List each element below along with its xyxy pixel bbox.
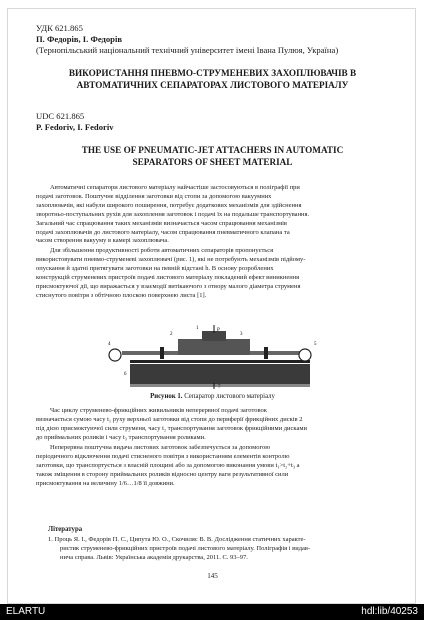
title-en-line-2: SEPARATORS OF SHEET MATERIAL	[132, 157, 293, 167]
figure-caption-text: Сепаратор листового матеріалу	[184, 393, 275, 400]
paragraph-line: Загальний час спрацювання таких механізмів визначається часом спрацювання механізмів	[36, 219, 287, 227]
figure-label: 3	[240, 332, 243, 337]
paragraph-line: Неперервна поштучна видача листових заготовок забезпечується за допомогою	[50, 444, 271, 451]
paragraph-2	[36, 247, 391, 300]
footer-repository: ELARTU	[6, 606, 46, 617]
figure-caption	[8, 392, 417, 401]
paragraph-line: присмоктуючої дії, що виражається у взаємодії витікаючого з отвору малого діаметра струменя	[36, 282, 301, 290]
paragraph-line: до приймальних роликів і часу t₃ транспортування роликами.	[36, 433, 206, 441]
paragraph-1	[36, 184, 391, 246]
paragraph-line: визначається сумою часу t₁ руху верхньої заготовки від стопи до периферії фрикційних дисків 2	[36, 415, 303, 423]
paragraph-line: конструкцій струменевих пристроїв подачі листового матеріалу покладений ефект виникнення	[36, 273, 300, 281]
attacher-body	[178, 339, 250, 355]
page-number: 145	[207, 572, 218, 580]
title-en-line-1: THE USE OF PNEUMATIC-JET ATTACHERS IN AUTOMATIC	[81, 145, 344, 155]
paragraph-line: під дією присмоктуючої сили струменя, часу t₂ транспортування заготовок фрикційними дисками	[36, 424, 307, 432]
reference-line: нича справа. Львів: Українська академія друкарства, 2011. С. 93–97.	[60, 553, 248, 561]
paragraph-line: стиснутого повітря з обтічною плоскою поверхнею листа [1].	[36, 291, 207, 299]
references-list	[48, 536, 393, 563]
paragraph-4	[36, 444, 391, 489]
paragraph-line: також зміщення в сторону приймальних роликів відносно центру ваги результативної сили	[36, 470, 289, 478]
paper-page	[7, 8, 416, 604]
paragraph-line: періодичного відключення подачі стисненого повітря з використанням елементів контролю	[36, 452, 290, 460]
paragraph-line: заготовки, що транспортується з власній площині або за допомогою виконання умови t₁>t₂+t₃ а	[36, 461, 300, 469]
paragraph-line: присмоктування на величину 1/6…1/8 її довжини.	[36, 479, 175, 487]
title-ua-line-1: ВИКОРИСТАННЯ ПНЕВМО-СТРУМЕНЕВИХ ЗАХОПЛЮВАЧІВ В	[68, 68, 357, 78]
reference-line: ристик струменево-фрикційних пристроїв подачі листового матеріалу. Поліграфія і видав-	[60, 544, 311, 552]
title-ua-line-2: АВТОМАТИЧНИХ СЕПАРАТОРАХ ЛИСТОВОГО МАТЕРІАЛУ	[76, 80, 349, 90]
paragraph-line: опускання й здатні притягувати заготовки на певній відстані h. В основу розроблених	[36, 264, 274, 272]
figure-label: 2	[170, 332, 173, 337]
figure-label: 6	[124, 372, 127, 377]
right-friction-disk	[264, 347, 268, 359]
figure-label: 5	[314, 342, 317, 347]
authors-en: P. Fedoriv, I. Fedoriv	[36, 122, 114, 132]
affiliation-ua: (Тернопільський національний технічний університет імені Івана Пулюя, Україна)	[36, 45, 339, 55]
udc-code: UDC 621.865	[36, 111, 85, 121]
authors-ua: П. Федорів, І. Федорів	[36, 34, 122, 44]
right-roller	[299, 349, 311, 361]
udk-code: УДК 621.865	[36, 23, 83, 33]
reference-line: 1. Проць Я. І., Федорів П. С., Ципута Ю. О., Скочиляс В. В. Дослідження статичних характе-	[48, 536, 306, 543]
figure-label: 4	[108, 342, 111, 347]
separator-figure	[100, 325, 330, 389]
left-roller	[109, 349, 121, 361]
paragraph-line: часом створення вакууму в камері захоплювача.	[36, 237, 169, 245]
paragraph-line: подачі захоплювачів до листового матеріалу, часом спрацювання пневматичного клапана та	[36, 228, 290, 236]
footer-bar	[0, 604, 424, 620]
left-friction-disk	[160, 347, 164, 359]
figure-label: P	[217, 328, 220, 333]
paragraph-line: Автоматичні сепаратори листового матеріалу найчастіше застосовуються в поліграфії при	[50, 184, 300, 191]
paragraph-line: зворотньо-поступальних рухів для захоплення заготовок і подачі їх на подальше транспортування.	[36, 210, 310, 218]
paragraph-line: захоплювачів, які набули широкого поширення, потребує додаткових механізмів для здійснення	[36, 201, 302, 209]
figure-label: 7	[218, 385, 221, 389]
paragraph-line: використовувати пневмо-струменеві захоплювачі (рис. 1), які не потребують механізмів підйому-	[36, 255, 306, 263]
paragraph-line: подачі заготовок. Поштучне відділення заготовки від стопи за допомогою вакуумних	[36, 192, 272, 200]
figure-caption-label: Рисунок 1.	[150, 393, 183, 400]
paragraph-line: Для збільшення продуктивності роботи автоматичних сепараторів пропонується	[50, 247, 274, 254]
footer-handle: hdl:lib/40253	[361, 606, 418, 617]
paragraph-3	[36, 407, 391, 443]
figure-label: 1	[196, 326, 199, 331]
left-arm	[122, 351, 178, 355]
references-heading: Література	[48, 526, 83, 533]
top-sheet	[130, 360, 310, 363]
paragraph-line: Час циклу струменево-фрикційних живильників неперервної подачі заготовок	[50, 407, 267, 414]
sheet-stack	[130, 364, 310, 384]
